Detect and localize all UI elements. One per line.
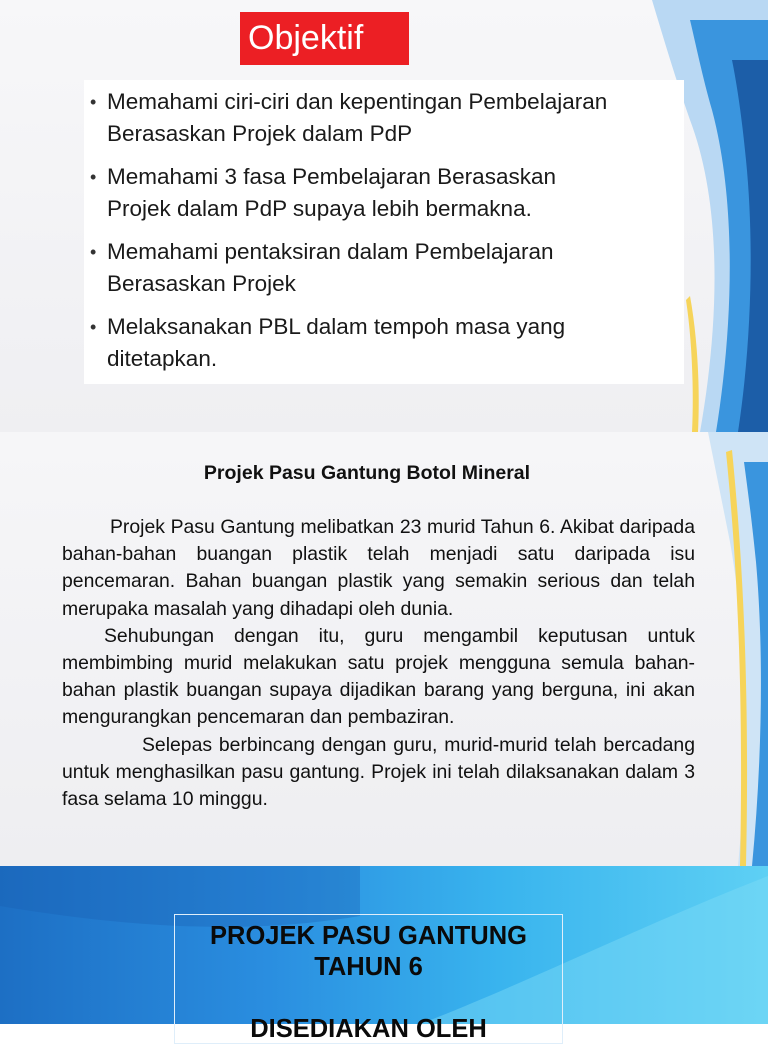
cover-title-box: [174, 914, 563, 1044]
cover-prepared-by: DISEDIAKAN OLEH: [250, 1015, 487, 1043]
bullet-text-line2: Projek dalam PdP supaya lebih bermakna.: [107, 196, 532, 221]
slide-title: Objektif: [240, 12, 409, 65]
bullet-text-line1: Memahami pentaksiran dalam Pembelajaran: [107, 239, 554, 264]
objectives-list: [84, 80, 684, 384]
slide-cover: [0, 866, 768, 1043]
cover-title-line1: PROJEK PASU GANTUNG: [210, 922, 527, 950]
slide-project-description: [0, 432, 768, 866]
bullet-icon: •: [90, 92, 97, 112]
list-item: [84, 86, 684, 150]
bullet-text-line1: Memahami ciri-ciri dan kepentingan Pembelajaran: [107, 89, 608, 114]
bullet-text-line1: Melaksanakan PBL dalam tempoh masa yang: [107, 314, 566, 339]
project-title: Projek Pasu Gantung Botol Mineral: [203, 462, 531, 484]
bullet-icon: •: [90, 317, 97, 337]
bullet-text-line2: Berasaskan Projek dalam PdP: [107, 121, 413, 146]
bullet-text-line2: Berasaskan Projek: [107, 271, 296, 296]
project-description: [62, 514, 695, 813]
cover-title-line2: TAHUN 6: [314, 953, 423, 981]
paragraph: Projek Pasu Gantung melibatkan 23 murid Tahun 6. Akibat daripada bahan-bahan buangan plastik telah menjadi satu daripada isu pencemaran. Bahan buangan plastik yang semakin serious dan telah merupaka masalah yang dihadapi oleh dunia.: [62, 516, 695, 620]
paragraph: Selepas berbincang dengan guru, murid-murid telah bercadang untuk menghasilkan pasu gantung. Projek ini telah dilaksanakan dalam 3 fasa selama 10 minggu.: [62, 733, 695, 811]
list-item: [84, 161, 684, 225]
list-item: [84, 236, 684, 300]
list-item: [84, 311, 684, 375]
bullet-icon: •: [90, 167, 97, 187]
bullet-text-line1: Memahami 3 fasa Pembelajaran Berasaskan: [107, 164, 556, 189]
bullet-icon: •: [90, 242, 97, 262]
paragraph: Sehubungan dengan itu, guru mengambil keputusan untuk membimbing murid melakukan satu projek mengguna semula bahan-bahan plastik buangan supaya dijadikan barang yang berguna, ini akan mengurangkan pencemaran dan pembaziran.: [62, 624, 695, 729]
slide-objektif: [0, 0, 768, 432]
bullet-text-line2: ditetapkan.: [107, 346, 218, 371]
